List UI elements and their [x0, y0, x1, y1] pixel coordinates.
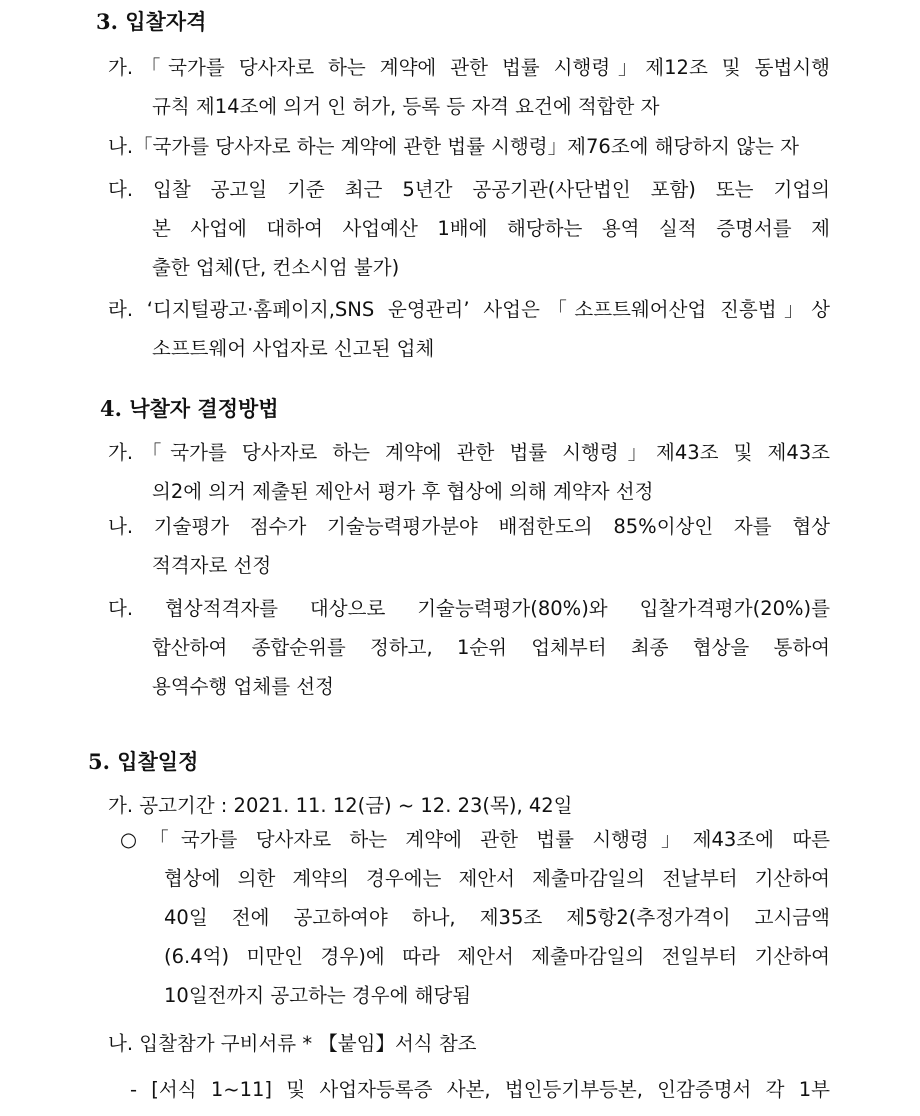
text-line: 40일 전에 공고하여야 하나, 제35조 제5항2(추정가격이 고시금액 — [164, 906, 830, 929]
text-line: 적격자로 선정 — [152, 554, 272, 577]
text-line: 출한 업체(단, 컨소시엄 불가) — [152, 256, 400, 279]
text-line: 나. 기술평가 점수가 기술능력평가분야 배점한도의 85%이상인 자를 협상 — [108, 515, 830, 538]
text-line: (6.4억) 미만인 경우)에 따라 제안서 제출마감일의 전일부터 기산하여 — [164, 945, 830, 968]
text-line: 본 사업에 대하여 사업예산 1배에 해당하는 용역 실적 증명서를 제 — [152, 217, 830, 240]
text-line — [120, 820, 830, 859]
section-5-note — [120, 820, 830, 1015]
text-line: 협상에 의한 계약의 경우에는 제안서 제출마감일의 전날부터 기산하여 — [164, 867, 830, 890]
section-4-item-na — [108, 507, 830, 585]
section-5-item-na — [108, 1024, 830, 1063]
text-line: 10일전까지 공고하는 경우에 해당됨 — [164, 984, 472, 1007]
text-line: 가.「국가를 당사자로 하는 계약에 관한 법률 시행령」제12조 및 동법시행 — [108, 56, 830, 79]
text-line: 다. 협상적격자를 대상으로 기술능력평가(80%)와 입찰가격평가(20%)를 — [108, 597, 830, 620]
section-4-item-da — [108, 589, 830, 706]
section-5-title: 5. 입찰일정 — [88, 749, 199, 774]
section-5-item-na-sub — [130, 1070, 830, 1109]
section-3-item-da — [108, 170, 830, 287]
section-3-item-ra — [108, 290, 830, 368]
section-3-title: 3. 입찰자격 — [96, 9, 207, 34]
text-line: 나.「국가를 당사자로 하는 계약에 관한 법률 시행령」제76조에 해당하지 않는 자 — [108, 135, 799, 158]
text-line: 가. 공고기간 : 2021. 11. 12(금) ~ 12. 23(목), 42일 — [108, 794, 573, 817]
section-3-item-ga — [108, 48, 830, 126]
text-line: - [서식 1~11] 및 사업자등록증 사본, 법인등기부등본, 인감증명서 각 1부 — [130, 1078, 830, 1101]
text-line: 가.「국가를 당사자로 하는 계약에 관한 법률 시행령」제43조 및 제43조 — [108, 441, 830, 464]
text-line: 용역수행 업체를 선정 — [152, 675, 334, 698]
note-line-text: 「국가를 당사자로 하는 계약에 관한 법률 시행령」제43조에 따른 — [149, 828, 830, 851]
section-3-item-na — [108, 127, 830, 166]
circle-bullet-icon: ○ — [120, 828, 150, 851]
text-line: 소프트웨어 사업자로 신고된 업체 — [152, 337, 435, 360]
section-4-title: 4. 낙찰자 결정방법 — [100, 396, 279, 421]
text-line: 합산하여 종합순위를 정하고, 1순위 업체부터 최종 협상을 통하여 — [152, 636, 830, 659]
text-line: 의2에 의거 제출된 제안서 평가 후 협상에 의해 계약자 선정 — [152, 480, 654, 503]
text-line: 라. ‘디지털광고·홈페이지,SNS 운영관리’ 사업은「소프트웨어산업 진흥법」상 — [108, 298, 830, 321]
text-line: 규칙 제14조에 의거 인 허가, 등록 등 자격 요건에 적합한 자 — [152, 95, 660, 118]
text-line: 다. 입찰 공고일 기준 최근 5년간 공공기관(사단법인 포함) 또는 기업의 — [108, 178, 830, 201]
section-4-item-ga — [108, 433, 830, 511]
text-line: 나. 입찰참가 구비서류 * 【붙임】서식 참조 — [108, 1032, 477, 1055]
